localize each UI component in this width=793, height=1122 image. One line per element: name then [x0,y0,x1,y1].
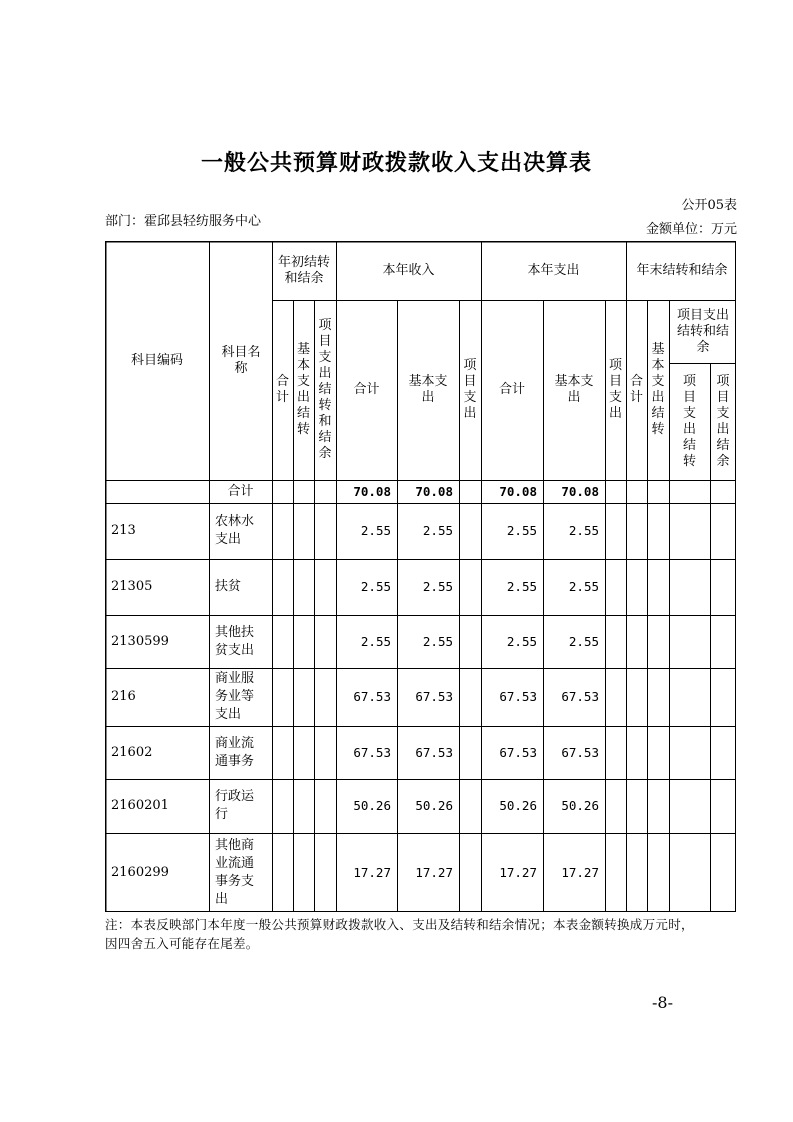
row-name: 行政运行 [215,789,255,822]
department-label: 部门：霍邱县轻纺服务中心 [105,214,262,229]
total-label: 合计 [227,483,254,499]
header-expense: 本年支出 [527,262,580,278]
total-expense-basic: 70.08 [561,483,599,499]
total-income-total: 70.08 [353,483,391,499]
row-income-basic: 67.53 [415,744,453,760]
row-name: 商业流通事务 [215,735,255,769]
row-expense-basic: 50.26 [561,798,599,813]
footnote: 注：本表反映部门本年度一般公共预算财政拨款收入、支出及结转和结余情况；本表金额转换成万元时，因四舍五入可能存在尾差。 [105,917,694,951]
header-expense-total: 合计 [498,382,525,397]
row-income-total: 67.53 [353,744,391,760]
header-closing-basic: 基本支出结转 [651,342,665,437]
row-expense-total: 67.53 [499,689,537,704]
total-expense-total: 70.08 [499,483,537,499]
row-expense-total: 2.55 [506,633,537,649]
row-income-basic: 50.26 [415,798,453,813]
row-code: 21305 [111,579,153,594]
page-number: -8- [652,993,673,1012]
row-income-basic: 17.27 [415,864,453,880]
header-code: 科目编码 [130,352,183,368]
header-closing-total: 合计 [629,374,643,405]
row-expense-basic: 2.55 [568,523,599,538]
row-code: 2130599 [111,633,169,649]
unit-label: 金额单位：万元 [645,222,737,237]
total-income-basic: 70.08 [415,483,453,499]
row-name: 其他商业流通事务支出 [215,837,255,907]
header-income-project: 项目支出 [463,358,477,421]
row-income-basic: 2.55 [422,523,453,538]
row-expense-basic: 17.27 [561,864,599,880]
row-income-total: 2.55 [360,523,391,538]
row-income-total: 2.55 [360,579,391,594]
row-name: 其他扶贫支出 [215,624,255,658]
row-income-total: 17.27 [353,864,391,880]
row-income-total: 67.53 [353,689,391,704]
row-code: 213 [111,523,136,538]
row-name: 农林水支出 [215,514,255,547]
row-income-total: 50.26 [353,798,391,813]
row-expense-total: 17.27 [499,864,537,880]
row-expense-total: 2.55 [506,579,537,594]
header-opening-total: 合计 [275,374,289,405]
row-code: 2160299 [111,864,169,880]
row-name: 商业服务业等支出 [215,671,255,722]
table-title: 一般公共预算财政拨款收入支出决算表 [200,150,592,176]
header-opening-basic: 基本支出结转 [296,342,310,437]
header-income: 本年收入 [382,262,435,278]
row-name: 扶贫 [215,579,242,594]
row-code: 216 [111,689,136,704]
row-income-basic: 2.55 [422,633,453,649]
header-expense-project: 项目支出 [608,358,622,421]
row-expense-total: 50.26 [499,798,537,813]
row-expense-total: 2.55 [506,523,537,538]
row-expense-basic: 67.53 [561,744,599,760]
form-number: 公开05表 [681,198,737,213]
header-expense-basic: 基本支出 [554,374,594,405]
header-opening-project: 项目支出结转和结余 [318,318,332,461]
header-closing-project-carry: 项目支出结转 [682,373,696,469]
header-income-basic: 基本支出 [408,374,448,405]
header-closing: 年末结转和结余 [636,262,728,278]
row-expense-basic: 2.55 [568,633,599,649]
row-code: 21602 [111,744,153,760]
row-income-basic: 2.55 [422,579,453,594]
row-code: 2160201 [111,798,169,813]
row-income-total: 2.55 [360,633,391,649]
header-closing-project: 项目支出结转和结余 [676,307,729,355]
row-income-basic: 67.53 [415,689,453,704]
header-name: 科目名称 [221,344,261,376]
header-closing-project-balance: 项目支出结余 [716,373,730,469]
row-expense-total: 67.53 [499,744,537,760]
budget-table [105,241,736,912]
row-expense-basic: 67.53 [561,689,599,704]
row-expense-basic: 2.55 [568,579,599,594]
header-income-total: 合计 [353,382,380,397]
header-opening: 年初结转和结余 [277,254,330,286]
